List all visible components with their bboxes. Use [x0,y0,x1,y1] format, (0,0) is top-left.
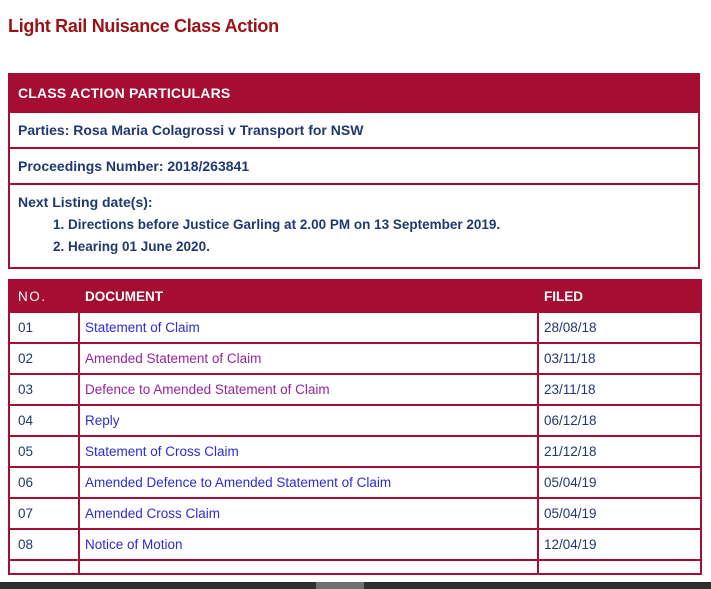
next-listing-item: 1. Directions before Justice Garling at 2.00 PM on 13 September 2019. [68,217,690,232]
horizontal-scrollbar-thumb[interactable] [316,582,364,589]
document-filed-date: 28/08/18 [538,312,701,343]
documents-table [8,279,702,575]
table-row-partial [9,560,701,574]
document-number: 05 [9,436,79,467]
document-link[interactable]: Notice of Motion [85,537,183,552]
document-link[interactable]: Defence to Amended Statement of Claim [85,382,330,397]
document-filed-date [538,560,701,574]
document-number: 06 [9,467,79,498]
column-header-document: DOCUMENT [79,280,538,312]
document-filed-date: 12/04/19 [538,529,701,560]
document-number: 07 [9,498,79,529]
document-number: 03 [9,374,79,405]
document-number: 04 [9,405,79,436]
table-row [9,374,701,405]
next-listing-list [18,217,690,254]
document-number: 08 [9,529,79,560]
particulars-header: CLASS ACTION PARTICULARS [9,74,699,112]
document-link[interactable]: Statement of Claim [85,320,200,335]
particulars-header-row [9,74,699,112]
document-link[interactable]: Statement of Cross Claim [85,444,239,459]
parties-text: Parties: Rosa Maria Colagrossi v Transport for NSW [9,112,699,148]
table-row [9,405,701,436]
document-link[interactable]: Amended Defence to Amended Statement of Claim [85,475,392,490]
document-filed-date: 03/11/18 [538,343,701,374]
document-link[interactable]: Reply [85,413,120,428]
page-title: Light Rail Nuisance Class Action [8,16,279,36]
document-number [9,560,79,574]
document-cell [79,343,538,374]
document-filed-date: 06/12/18 [538,405,701,436]
document-cell [79,405,538,436]
parties-row [9,112,699,148]
document-cell [79,374,538,405]
document-link[interactable]: Amended Statement of Claim [85,351,262,366]
table-row [9,467,701,498]
document-number: 01 [9,312,79,343]
document-filed-date: 05/04/19 [538,498,701,529]
table-row [9,529,701,560]
proceedings-row [9,148,699,184]
horizontal-scrollbar[interactable] [0,582,711,589]
table-row [9,436,701,467]
class-action-particulars-table [8,73,700,269]
document-filed-date: 23/11/18 [538,374,701,405]
table-row [9,343,701,374]
column-header-filed: FILED [538,280,701,312]
next-listing-cell [9,184,699,268]
proceedings-number-text: Proceedings Number: 2018/263841 [9,148,699,184]
document-cell [79,467,538,498]
document-filed-date: 05/04/19 [538,467,701,498]
document-cell [79,312,538,343]
next-listing-item: 2. Hearing 01 June 2020. [68,239,690,254]
document-cell [79,436,538,467]
document-cell [79,560,538,574]
document-cell [79,529,538,560]
document-cell [79,498,538,529]
document-filed-date: 21/12/18 [538,436,701,467]
documents-header-row [9,280,701,312]
next-listing-label: Next Listing date(s): [18,194,153,210]
column-header-no: NO. [9,280,79,312]
table-row [9,498,701,529]
table-row [9,312,701,343]
document-number: 02 [9,343,79,374]
next-listing-row [9,184,699,268]
document-link[interactable]: Amended Cross Claim [85,506,221,521]
